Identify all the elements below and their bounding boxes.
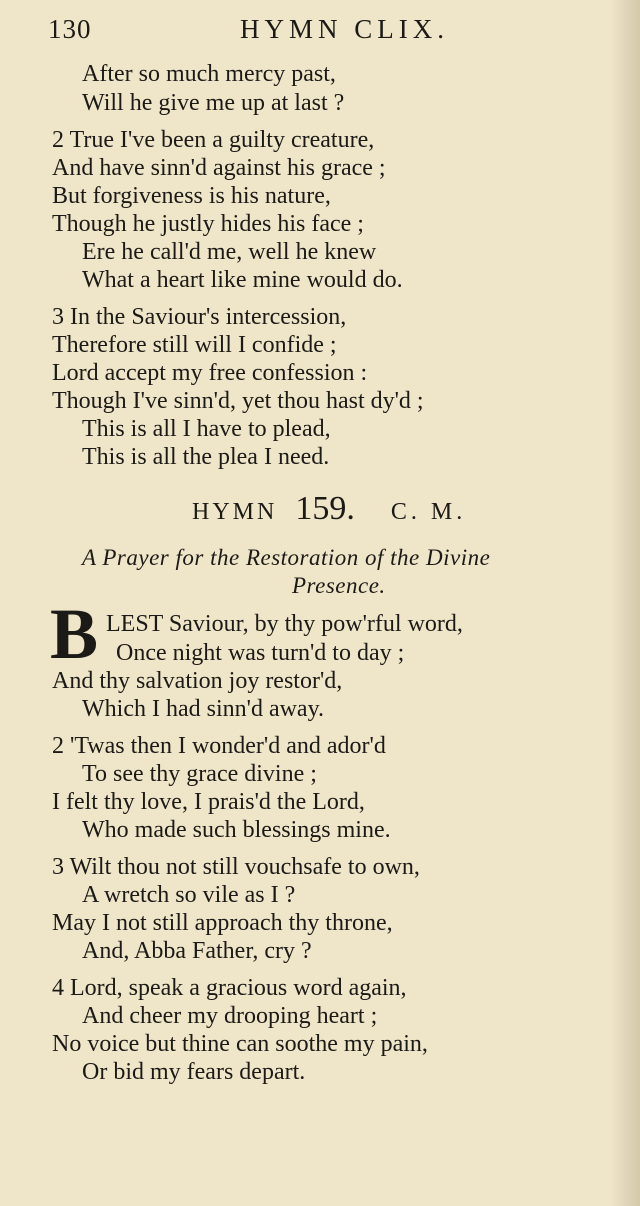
verse-line: And, Abba Father, cry ? xyxy=(82,938,312,964)
verse-line: And cheer my drooping heart ; xyxy=(82,1003,378,1029)
verse-line: Who made such blessings mine. xyxy=(82,817,391,843)
verse-line: Though he justly hides his face ; xyxy=(52,211,364,237)
page-edge-shadow xyxy=(610,0,640,1206)
verse-line: 2 'Twas then I wonder'd and ador'd xyxy=(52,733,386,759)
verse-line: This is all I have to plead, xyxy=(82,416,331,442)
page-header xyxy=(0,14,640,54)
verse-line: Once night was turn'd to day ; xyxy=(116,640,405,666)
running-head: HYMN CLIX. xyxy=(240,14,449,44)
verse-line: 2 True I've been a guilty creature, xyxy=(52,127,375,153)
verse-line: This is all the plea I need. xyxy=(82,444,330,470)
hymn-subtitle: A Prayer for the Restoration of the Divine xyxy=(82,545,491,570)
hymn-number: 159. xyxy=(295,490,355,527)
hymn-word: HYMN xyxy=(192,499,278,525)
hymn-subtitle: Presence. xyxy=(292,573,386,598)
verse-line: May I not still approach thy throne, xyxy=(52,910,393,936)
verse-line: What a heart like mine would do. xyxy=(82,267,403,293)
verse-line: LEST Saviour, by thy pow'rful word, xyxy=(106,611,463,637)
verse-line: But forgiveness is his nature, xyxy=(52,183,331,209)
page-number: 130 xyxy=(48,14,92,44)
verse-line: Or bid my fears depart. xyxy=(82,1059,306,1085)
verse-line: Which I had sinn'd away. xyxy=(82,696,325,722)
verse-line: 3 In the Saviour's intercession, xyxy=(52,304,347,330)
verse-line: 4 Lord, speak a gracious word again, xyxy=(52,975,407,1001)
hymn-meter: C. M. xyxy=(390,499,467,525)
verse-line: No voice but thine can soothe my pain, xyxy=(52,1031,428,1057)
continuation-line: Will he give me up at last ? xyxy=(82,90,345,116)
hymn-title xyxy=(192,490,552,528)
verse-line: I felt thy love, I prais'd the Lord, xyxy=(52,789,365,815)
verse-line: Lord accept my free confession : xyxy=(52,360,368,386)
verse-line: And have sinn'd against his grace ; xyxy=(52,155,386,181)
verse-line: A wretch so vile as I ? xyxy=(82,882,296,908)
verse-line: To see thy grace divine ; xyxy=(82,761,317,787)
verse-line: Though I've sinn'd, yet thou hast dy'd ; xyxy=(52,388,424,414)
verse-line: Ere he call'd me, well he knew xyxy=(82,239,377,265)
verse-line: 3 Wilt thou not still vouchsafe to own, xyxy=(52,854,420,880)
verse-line: And thy salvation joy restor'd, xyxy=(52,668,343,694)
drop-cap: B xyxy=(50,594,99,674)
continuation-line: After so much mercy past, xyxy=(82,61,336,87)
verse-line: Therefore still will I confide ; xyxy=(52,332,337,358)
